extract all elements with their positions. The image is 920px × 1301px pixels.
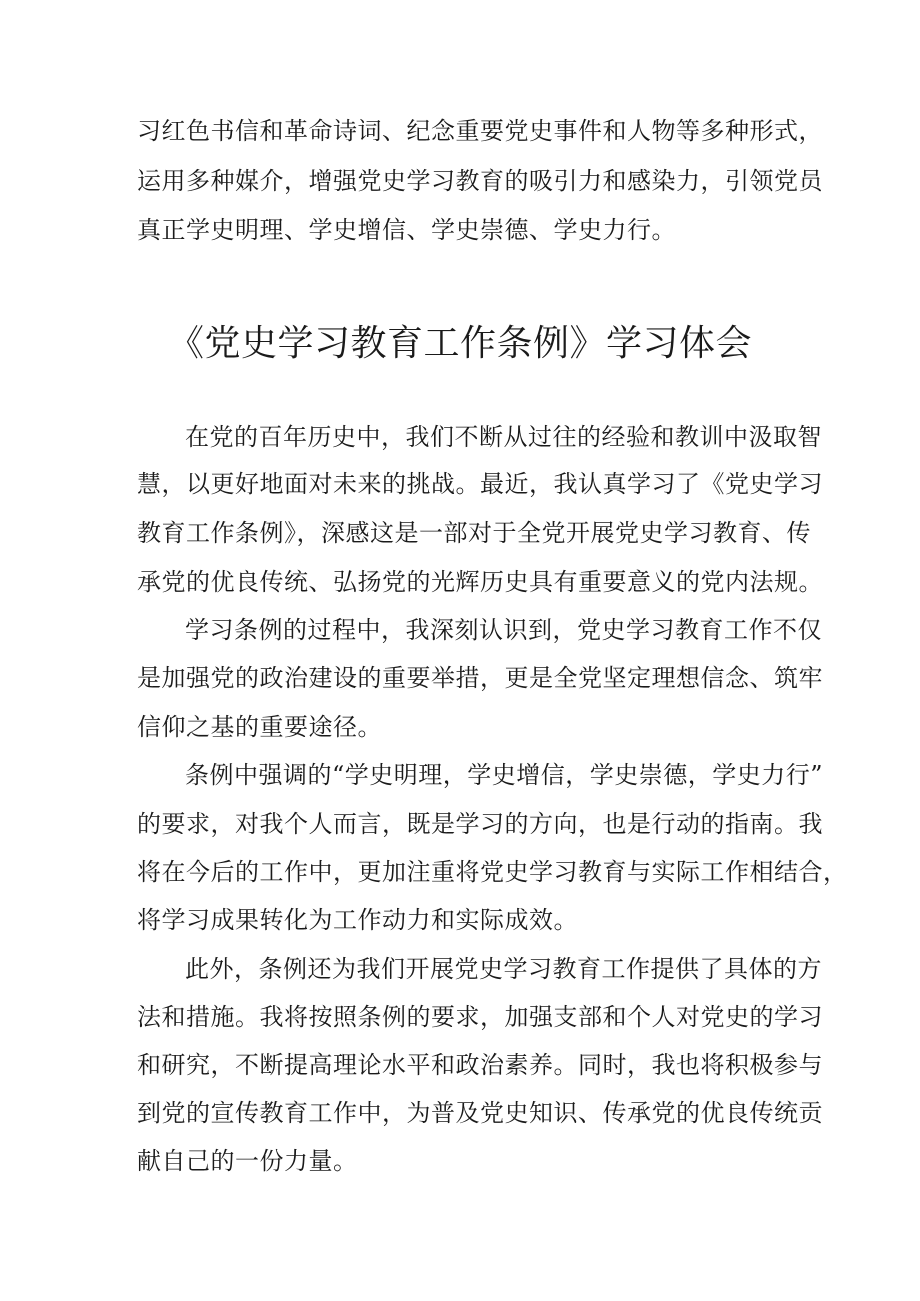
paragraph-line: 将学习成果转化为工作动力和实际成效。 xyxy=(137,906,578,934)
paragraph-line: 将在今后的工作中，更加注重将党史学习教育与实际工作相结合， xyxy=(137,858,848,886)
paragraph-line: 学习条例的过程中，我深刻认识到，党史学习教育工作不仅 xyxy=(185,616,822,644)
article-title: 《党史学习教育工作条例》学习体会 xyxy=(167,323,752,364)
intro-line: 运用多种媒介，增强党史学习教育的吸引力和感染力，引领党员 xyxy=(137,167,823,195)
paragraph-line: 承党的优良传统、弘扬党的光辉历史具有重要意义的党内法规。 xyxy=(137,568,823,596)
paragraph-line: 和研究，不断提高理论水平和政治素养。同时，我也将积极参与 xyxy=(137,1051,823,1079)
paragraph-line: 是加强党的政治建设的重要举措，更是全党坚定理想信念、筑牢 xyxy=(137,664,823,692)
intro-line: 习红色书信和革命诗词、纪念重要党史事件和人物等多种形式， xyxy=(137,117,823,145)
paragraph-line: 慧，以更好地面对未来的挑战。最近，我认真学习了《党史学习 xyxy=(137,470,823,498)
paragraph-line: 此外，条例还为我们开展党史学习教育工作提供了具体的方 xyxy=(185,955,822,983)
paragraph-line: 教育工作条例》，深感这是一部对于全党开展党史学习教育、传 xyxy=(137,519,811,547)
paragraph-line: 信仰之基的重要途径。 xyxy=(137,713,382,741)
paragraph-line: 的要求，对我个人而言，既是学习的方向，也是行动的指南。我 xyxy=(137,810,823,838)
paragraph-line: 到党的宣传教育工作中，为普及党史知识、传承党的优良传统贡 xyxy=(137,1099,823,1127)
paragraph-line: 在党的百年历史中，我们不断从过往的经验和教训中汲取智 xyxy=(185,423,822,451)
paragraph-line: 条例中强调的“学史明理，学史增信，学史崇德，学史力行” xyxy=(185,761,824,789)
paragraph-line: 法和措施。我将按照条例的要求，加强支部和个人对党史的学习 xyxy=(137,1003,823,1031)
intro-line: 真正学史明理、学史增信、学史崇德、学史力行。 xyxy=(137,216,676,244)
paragraph-line: 献自己的一份力量。 xyxy=(137,1147,358,1175)
